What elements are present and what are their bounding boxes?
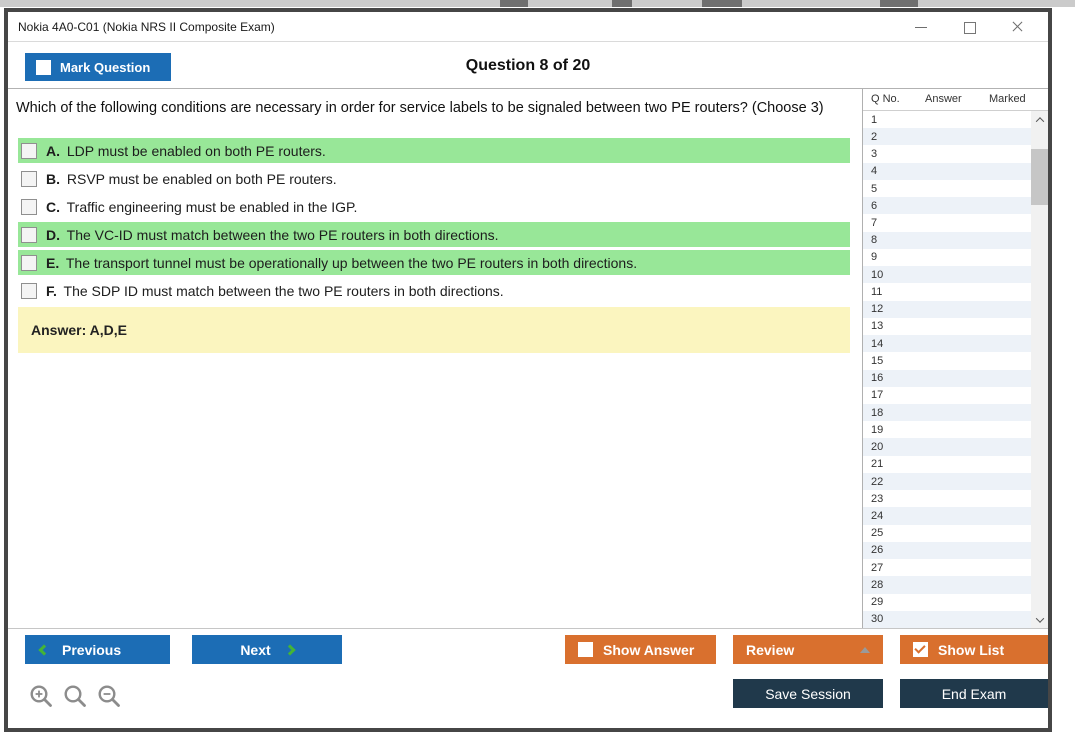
question-list-row[interactable]: 4 [863, 163, 1031, 180]
option-text: E. The transport tunnel must be operationally up between the two PE routers in both directions. [46, 254, 638, 271]
chevron-left-icon [38, 644, 49, 655]
option-e[interactable] [18, 250, 850, 275]
question-list-row[interactable]: 29 [871, 596, 884, 609]
footer-divider [8, 628, 1048, 629]
question-list-row[interactable]: 24 [863, 507, 1031, 524]
zoom-reset-icon[interactable] [62, 683, 89, 710]
window-controls [914, 20, 1038, 34]
question-counter: Question 8 of 20 [465, 56, 591, 74]
option-checkbox[interactable] [21, 171, 37, 187]
answer-label: Answer: A,D,E [31, 322, 127, 338]
question-list-row[interactable]: 8 [863, 232, 1031, 249]
column-marked: Marked [989, 93, 1026, 105]
previous-label: Previous [62, 641, 122, 658]
zoom-in-icon[interactable] [28, 683, 55, 710]
question-list-row[interactable]: 2 [863, 128, 1031, 145]
question-list-row[interactable]: 13 [871, 320, 884, 333]
close-icon[interactable] [1010, 20, 1024, 34]
end-exam-label: End Exam [941, 685, 1007, 702]
option-a[interactable] [18, 138, 850, 163]
question-text: Which of the following conditions are necessary in order for service labels to be signaled between two PE routers? (Choose 3) [16, 100, 824, 116]
end-exam-button[interactable] [900, 679, 1048, 708]
option-text: D. The VC-ID must match between the two PE routers in both directions. [46, 226, 499, 243]
question-list-row[interactable]: 22 [863, 473, 1031, 490]
previous-button[interactable] [25, 635, 170, 664]
answer-box [18, 307, 850, 353]
mark-question-button[interactable] [25, 53, 171, 81]
question-list-row[interactable]: 21 [871, 458, 884, 471]
option-f[interactable] [18, 278, 850, 303]
option-b[interactable] [18, 166, 850, 191]
question-list-row[interactable]: 15 [871, 354, 884, 367]
question-list-row[interactable]: 10 [863, 266, 1031, 283]
background-artifact [500, 0, 528, 7]
question-list-row[interactable]: 12 [863, 301, 1031, 318]
column-qno: Q No. [871, 93, 900, 105]
option-text: B. RSVP must be enabled on both PE routers. [46, 170, 337, 187]
question-list-row[interactable]: 23 [871, 492, 884, 505]
question-list-row[interactable]: 25 [871, 527, 884, 540]
option-checkbox[interactable] [21, 255, 37, 271]
question-list-row[interactable]: 28 [863, 576, 1031, 593]
question-list-row[interactable]: 5 [871, 182, 878, 195]
option-c[interactable] [18, 194, 850, 219]
question-list-row[interactable]: 27 [871, 561, 884, 574]
review-button[interactable] [733, 635, 883, 664]
mark-question-checkbox[interactable] [36, 60, 51, 75]
question-list-rows [863, 111, 1031, 628]
background-artifact [612, 0, 632, 7]
question-list-row[interactable]: 20 [863, 438, 1031, 455]
option-text: F. The SDP ID must match between the two PE routers in both directions. [46, 282, 504, 299]
show-answer-label: Show Answer [603, 641, 695, 658]
question-list-row[interactable]: 6 [863, 197, 1031, 214]
question-list-scrollbar[interactable] [1031, 111, 1048, 628]
background-artifact [702, 0, 742, 7]
question-list-row[interactable]: 16 [863, 370, 1031, 387]
question-list-panel [862, 89, 1048, 628]
show-answer-button[interactable] [565, 635, 716, 664]
option-d[interactable] [18, 222, 850, 247]
question-list-row[interactable]: 1 [871, 113, 878, 126]
save-session-button[interactable] [733, 679, 883, 708]
question-list-header [863, 89, 1048, 111]
title-bar [8, 12, 1048, 42]
zoom-out-icon[interactable] [96, 683, 123, 710]
show-list-label: Show List [938, 641, 1005, 658]
show-answer-checkbox[interactable] [578, 642, 593, 657]
question-list-row[interactable]: 11 [871, 285, 883, 298]
chevron-right-icon [284, 644, 295, 655]
zoom-toolbar [28, 683, 123, 710]
minimize-icon[interactable] [914, 20, 928, 34]
option-checkbox[interactable] [21, 199, 37, 215]
options-list [18, 138, 850, 303]
option-text: C. Traffic engineering must be enabled in the IGP. [46, 198, 358, 215]
question-list-row[interactable]: 3 [871, 148, 878, 161]
question-list-row[interactable]: 14 [863, 335, 1031, 352]
option-checkbox[interactable] [21, 283, 37, 299]
scrollbar-thumb[interactable] [1031, 149, 1048, 205]
save-session-label: Save Session [765, 685, 851, 702]
show-list-button[interactable] [900, 635, 1048, 664]
question-list-row[interactable]: 26 [863, 542, 1031, 559]
question-list-row[interactable]: 9 [871, 251, 878, 264]
scroll-up-icon[interactable] [1031, 111, 1048, 128]
question-list-row[interactable]: 30 [863, 611, 1031, 628]
question-list-row[interactable]: 19 [871, 423, 884, 436]
desktop-background-strip [0, 0, 1075, 7]
next-label: Next [240, 641, 271, 658]
mark-question-label: Mark Question [60, 59, 151, 75]
background-artifact [880, 0, 918, 7]
column-answer: Answer [925, 93, 962, 105]
window-title: Nokia 4A0-C01 (Nokia NRS II Composite Exam) [18, 19, 275, 34]
scroll-down-icon[interactable] [1031, 611, 1048, 628]
review-label: Review [746, 641, 795, 658]
caret-up-icon [860, 647, 870, 653]
option-checkbox[interactable] [21, 143, 37, 159]
option-text: A. LDP must be enabled on both PE routers. [46, 142, 326, 159]
next-button[interactable] [192, 635, 342, 664]
show-list-checkbox[interactable] [913, 642, 928, 657]
option-checkbox[interactable] [21, 227, 37, 243]
exam-player-window [4, 8, 1052, 732]
maximize-icon[interactable] [962, 20, 976, 34]
question-list-row[interactable]: 7 [871, 217, 878, 230]
question-list-row[interactable]: 18 [863, 404, 1031, 421]
question-list-row[interactable]: 17 [871, 389, 884, 402]
